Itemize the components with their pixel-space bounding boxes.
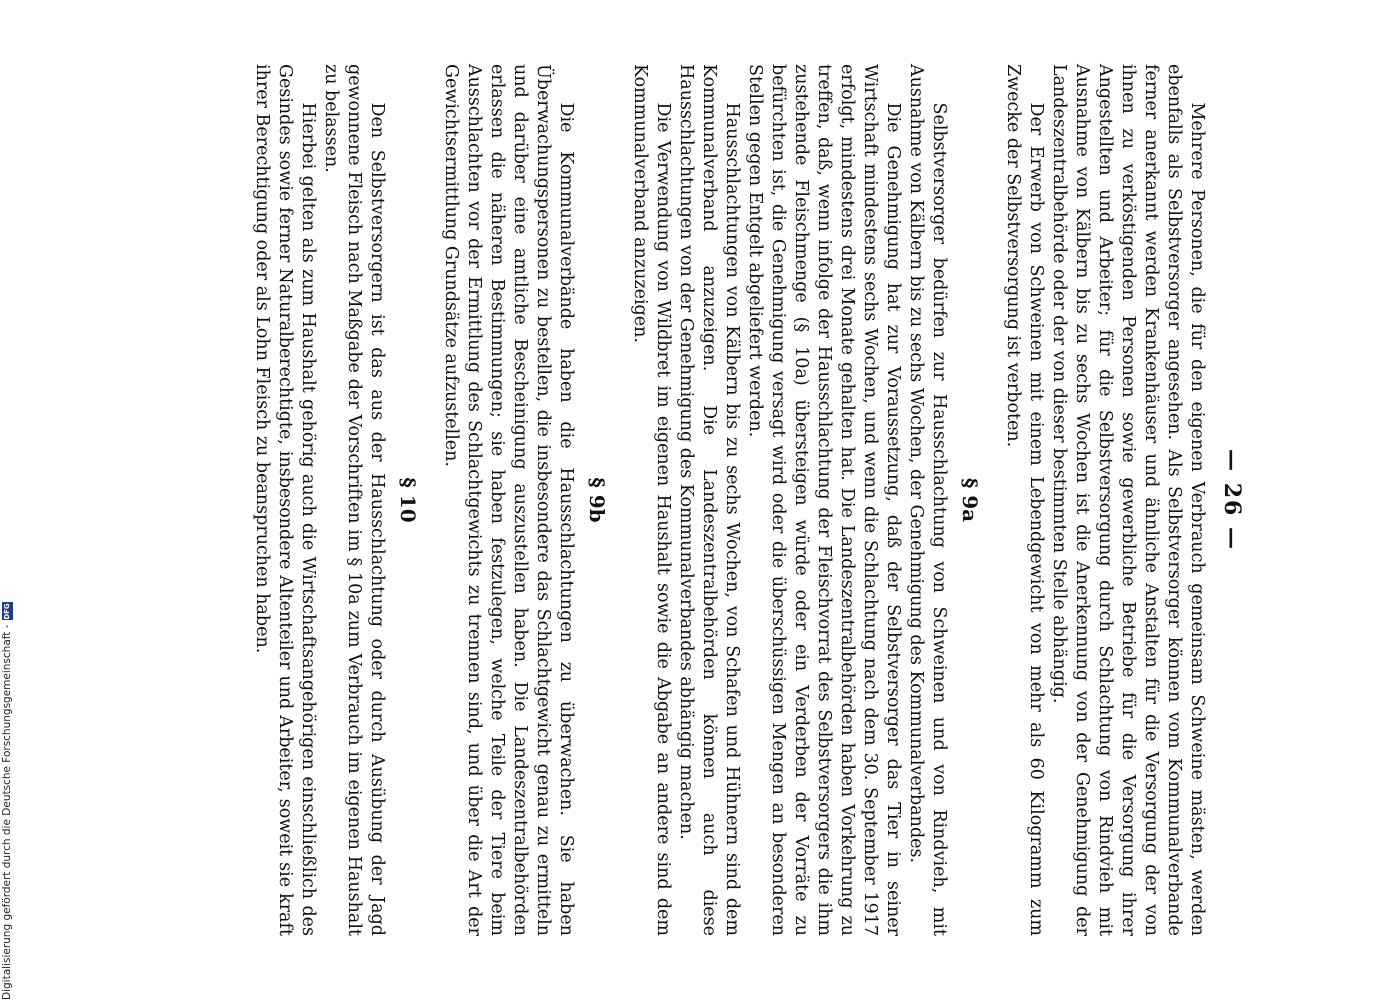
dfg-logo: DFG bbox=[2, 603, 11, 620]
paragraph: Mehrere Personen, die für den eigenen Verbrauch gemeinsam Schweine mästen, werden ebenfalls als Selbstversorger angesehen. Als Selbstversorger können vom Kommunalverbande ferner anerkannt werden Krankenhäuser und ähnliche Anstalten für die Versorgung der von ihnen zu verköstigenden Personen sowie gewerbliche Betriebe für die Versorgung ihrer Angestellten und Arbeiter; für die Selbstversorgung durch Schlachtung von Rindvieh mit Ausnahme von Kälbern bis zu sechs Wochen ist die Anerkennung von der Genehmigung der Landeszentralbehörde oder der von dieser bestimmten Stelle abhängig. bbox=[1049, 64, 1207, 936]
paragraph: Der Erwerb von Schweinen mit einem Lebendgewicht von mehr als 60 Kilogramm zum Zwecke der Selbstversorgung ist verboten. bbox=[1003, 64, 1046, 936]
document-body bbox=[250, 64, 1243, 936]
paragraph: Selbstversorger bedürfen zur Hausschlachtung von Schweinen und von Rindvieh, mit Ausnahme von Kälbern bis zu sechs Wochen, der Genehmigung des Kommunalverbandes. bbox=[906, 64, 949, 936]
paragraph: Die Kommunalverbände haben die Hausschlachtungen zu überwachen. Sie haben Überwachungspersonen zu bestellen, die insbesondere das Schlachtgewicht genau zu ermitteln und darüber eine amtliche Bescheinigung auszustellen haben. Die Landeszentralbehörden erlassen die näheren Bestimmungen; sie haben festzulegen, welche Teile der Tiere beim Ausschlachten vor der Ermittlung des Schlachtgewichts zu trennen sind, und über die Art der Gewichtsermittlung Grundsätze aufzustellen. bbox=[441, 64, 576, 936]
paragraph: Den Selbstversorgern ist das aus der Hausschlachtung oder durch Ausübung der Jagd gewonnene Fleisch nach Maßgabe der Vorschriften im § 10a zum Verbrauch im eigenen Haushalt zu belassen. bbox=[321, 64, 387, 936]
section-heading: § 10 bbox=[396, 477, 420, 523]
paragraph: Die Genehmigung hat zur Voraussetzung, daß der Selbstversorger das Tier in seiner Wirtschaft mindestens sechs Wochen, und wenn die Schlachtung nach dem 30. September 1917 erfolgt, mindestens drei Monate gehalten hat. Die Landeszentralbehörden haben Vorkehrung zu treffen, daß, wenn infolge der Hausschlachtung der Fleischvorrat des Selbstversorgers die ihm zustehende Fleischmenge (§ 10a) übersteigen würde oder ein Verderben der Vorräte zu befürchten ist, die Genehmigung versagt wird oder die überschüssigen Mengen an besonderen Stellen gegen Entgelt abgeliefert werden. bbox=[745, 64, 903, 936]
credit-text: Digitalisierung gefördert durch die Deutsche Forschungsgemeinschaft - bbox=[1, 624, 13, 1000]
section-heading: § 9b bbox=[585, 477, 609, 523]
page-number: — 26 — bbox=[1219, 449, 1245, 551]
section-heading: § 9a bbox=[958, 477, 982, 523]
paragraph: Die Verwendung von Wildbret im eigenen Haushalt sowie die Abgabe an andere sind dem Kommunalverband anzuzeigen. bbox=[630, 64, 673, 936]
digitization-credit bbox=[0, 600, 14, 1000]
paragraph: Hierbei gelten als zum Haushalt gehörig auch die Wirtschaftsangehörigen einschließlich des Gesindes sowie ferner Naturalberechtigte, insbesondere Altenteiler und Arbeiter, soweit sie kraft ihrer Berechtigung oder als Lohn Fleisch zu beanspruchen haben. bbox=[252, 64, 318, 936]
paragraph: Hausschlachtungen von Kälbern bis zu sechs Wochen, von Schafen und Hühnern sind dem Kommunalverband anzuzeigen. Die Landeszentralbehörden können auch diese Hausschlachtungen von der Genehmigung des Kommunalverbandes abhängig machen. bbox=[676, 64, 742, 936]
